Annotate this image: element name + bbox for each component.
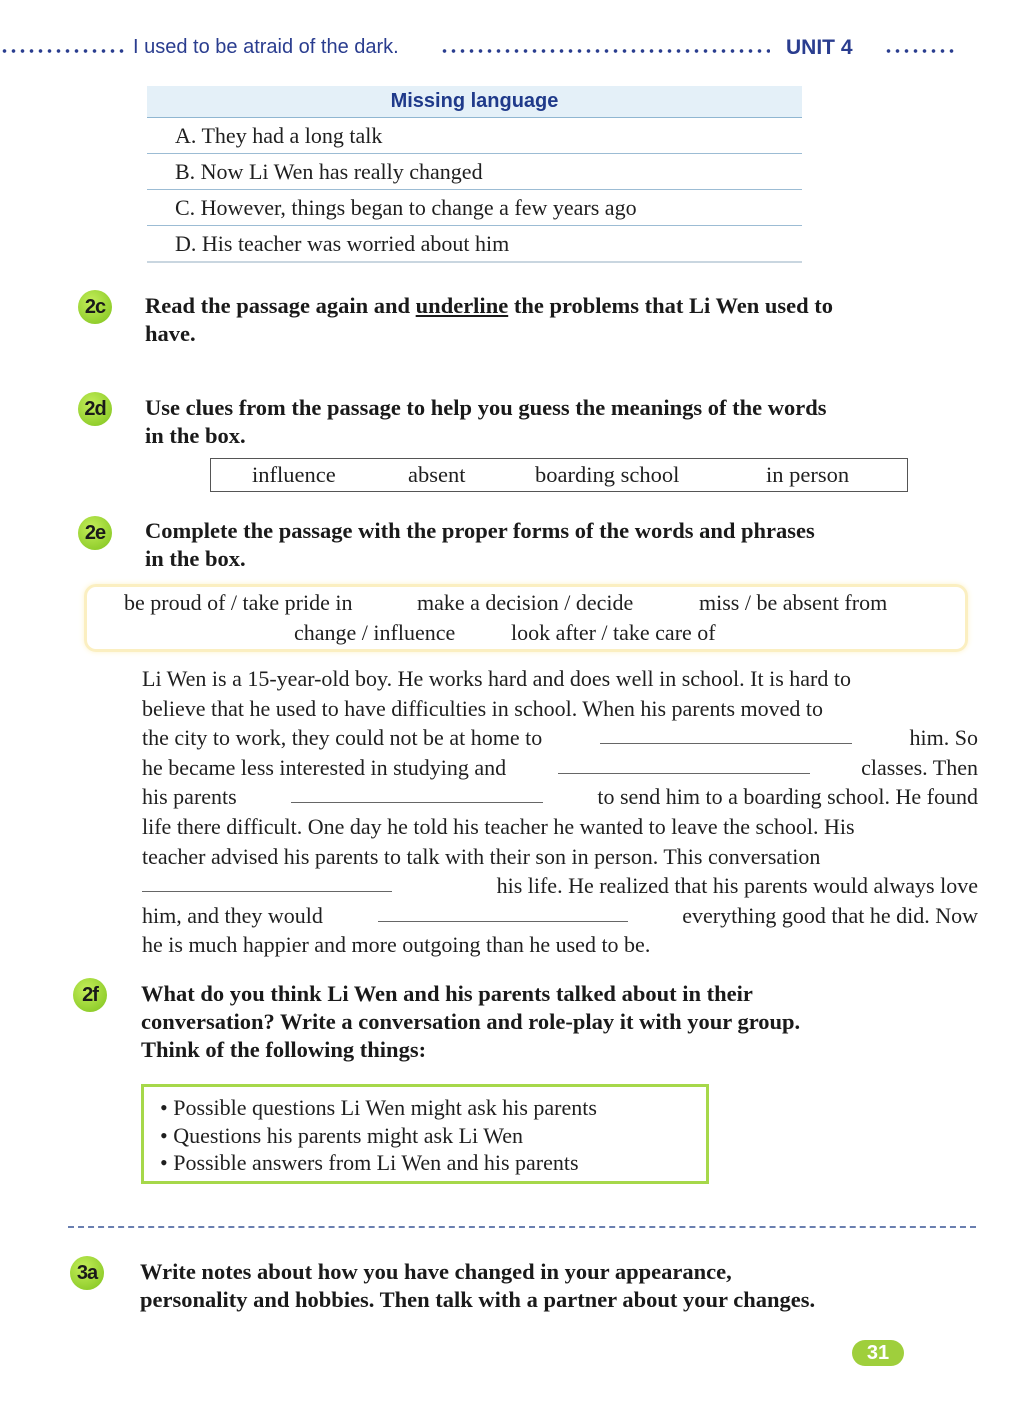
word-absent: absent — [408, 462, 466, 487]
option-b: B. Now Li Wen has really changed — [147, 154, 802, 190]
instruction-2f — [141, 980, 991, 1064]
instruction-2f-line3: Think of the following things: — [141, 1037, 427, 1062]
passage-line: life there difficult. One day he told his teacher he wanted to leave the school. His — [142, 813, 855, 839]
option-c: C. However, things began to change a few years ago — [147, 190, 802, 226]
missing-language-heading: Missing language — [147, 86, 802, 118]
badge-2d: 2d — [78, 392, 112, 426]
badge-3a: 3a — [70, 1256, 104, 1290]
page-header — [0, 36, 1024, 64]
passage-line — [142, 782, 978, 812]
answer-blank-3[interactable] — [291, 782, 543, 803]
passage-text: to send him to a boarding school. He found — [597, 784, 978, 810]
phrase-4: change / influence — [294, 620, 456, 645]
badge-2c: 2c — [78, 290, 112, 324]
passage-line: teacher advised his parents to talk with their son in person. This conversation — [142, 843, 821, 869]
section-divider — [68, 1226, 976, 1228]
instruction-2e-line1: Complete the passage with the proper forms of the words and phrases — [145, 518, 815, 543]
instruction-3a — [140, 1258, 1000, 1314]
passage-line — [142, 723, 978, 753]
answer-blank-5[interactable] — [378, 901, 628, 922]
header-title: I used to be atraid of the dark. — [133, 36, 399, 58]
unit-label: UNIT 4 — [786, 36, 853, 59]
phrase-3: miss / be absent from — [699, 590, 888, 615]
header-dots-right — [884, 48, 954, 54]
instruction-3a-line2: personality and hobbies. Then talk with a partner about your changes. — [140, 1287, 816, 1312]
passage-line: Li Wen is a 15-year-old boy. He works hard and does well in school. It is hard to — [142, 666, 851, 691]
bullet-box — [141, 1084, 709, 1184]
passage-text: the city to work, they could not be at home to — [142, 725, 543, 751]
phrase-2: make a decision / decide — [417, 590, 634, 615]
bullet-item: • Questions his parents might ask Li Wen — [160, 1123, 523, 1148]
instruction-2c-line2: have. — [145, 321, 196, 346]
page-number: 31 — [852, 1340, 904, 1366]
passage-line — [142, 753, 978, 783]
instruction-2d — [145, 394, 985, 450]
passage-text: classes. Then — [861, 754, 978, 780]
phrase-1: be proud of / take pride in — [124, 590, 353, 615]
option-d: D. His teacher was worried about him — [147, 226, 802, 263]
missing-language-table — [147, 86, 802, 263]
word-in-person: in person — [766, 462, 850, 487]
instruction-2c-after: the problems that Li Wen used to — [508, 293, 834, 318]
passage-text: him. So — [909, 725, 978, 751]
instruction-2d-line2: in the box. — [145, 423, 246, 448]
instruction-2f-line1: What do you think Li Wen and his parents talked about in their — [141, 981, 753, 1006]
header-dots-left — [0, 48, 128, 54]
phrase-5: look after / take care of — [511, 620, 716, 645]
instruction-2c-before: Read the passage again and — [145, 293, 416, 318]
passage-text: his parents — [142, 784, 237, 810]
passage-line — [142, 871, 978, 901]
word-boarding-school: boarding school — [535, 462, 680, 487]
bullet-item: • Possible questions Li Wen might ask his parents — [160, 1095, 597, 1120]
header-dots-middle — [440, 48, 770, 54]
passage-text: everything good that he did. Now — [682, 902, 978, 928]
word-box — [210, 458, 908, 492]
badge-2e: 2e — [78, 516, 112, 550]
passage-text: his life. He realized that his parents would always love — [496, 873, 978, 899]
passage-line: he is much happier and more outgoing than he used to be. — [142, 932, 651, 958]
passage-line — [142, 901, 978, 931]
answer-blank-1[interactable] — [600, 723, 852, 744]
word-influence: influence — [252, 462, 336, 487]
bullet-item: • Possible answers from Li Wen and his parents — [160, 1150, 579, 1175]
passage-text: him, and they would — [142, 902, 323, 928]
instruction-2e-line2: in the box. — [145, 546, 246, 571]
instruction-3a-line1: Write notes about how you have changed in your appearance, — [140, 1259, 732, 1284]
passage — [142, 664, 978, 960]
answer-blank-4[interactable] — [142, 871, 392, 892]
instruction-2f-line2: conversation? Write a conversation and role-play it with your group. — [141, 1009, 801, 1034]
answer-blank-2[interactable] — [558, 753, 810, 774]
instruction-2c — [145, 292, 985, 348]
option-a: A. They had a long talk — [147, 118, 802, 154]
badge-2f: 2f — [73, 978, 107, 1012]
passage-text: he became less interested in studying and — [142, 754, 507, 780]
passage-line: believe that he used to have difficulties in school. When his parents moved to — [142, 695, 824, 721]
instruction-2e — [145, 517, 985, 573]
underline-word: underline — [415, 293, 509, 318]
instruction-2d-line1: Use clues from the passage to help you guess the meanings of the words — [145, 395, 827, 420]
